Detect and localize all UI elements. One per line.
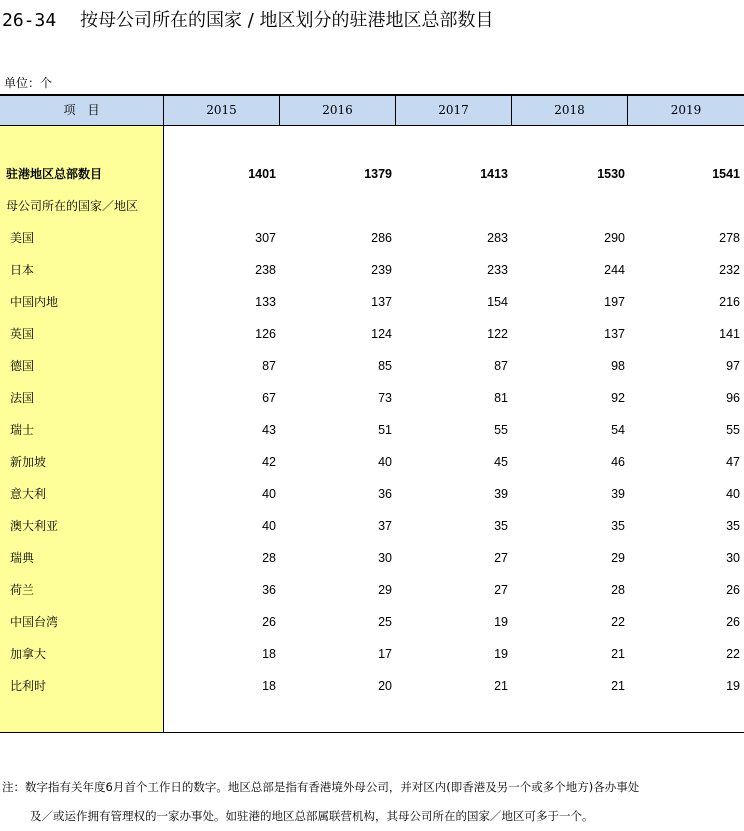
- row-value-2017: 35: [494, 519, 508, 533]
- row-value-2018: 54: [611, 423, 625, 437]
- row-label: 荷兰: [10, 583, 35, 597]
- row-value-2016: 239: [371, 263, 392, 277]
- table-row: [0, 228, 744, 248]
- row-value-2019: 26: [726, 615, 740, 629]
- row-value-2016: 25: [378, 615, 392, 629]
- row-value-2015: 133: [255, 295, 276, 309]
- row-label: 法国: [10, 391, 35, 405]
- row-value-2019: 22: [726, 647, 740, 661]
- footnote-line-2: 及／或运作拥有管理权的一家办事处。如驻港的地区总部属联营机构，其母公司所在的国家／地区可多于一个。: [30, 809, 594, 823]
- row-value-2016: 36: [378, 487, 392, 501]
- row-label: 澳大利亚: [10, 519, 59, 533]
- row-value-2017: 21: [494, 679, 508, 693]
- row-label: 新加坡: [10, 455, 47, 469]
- unit-label: 单位：个: [4, 76, 53, 90]
- row-value-2018: 290: [604, 231, 625, 245]
- year-header-2016: 2016: [279, 96, 395, 125]
- row-value-2017: 27: [494, 583, 508, 597]
- table-row: [0, 484, 744, 504]
- row-label: 日本: [10, 263, 35, 277]
- row-value-2016: 73: [378, 391, 392, 405]
- table-header: [0, 96, 744, 126]
- row-value-2018: 137: [604, 327, 625, 341]
- row-value-2019: 47: [726, 455, 740, 469]
- row-value-2016: 85: [378, 359, 392, 373]
- total-value-2017: 1413: [480, 167, 508, 181]
- total-value-2018: 1530: [597, 167, 625, 181]
- row-value-2015: 26: [262, 615, 276, 629]
- row-value-2017: 19: [494, 647, 508, 661]
- row-value-2015: 18: [262, 647, 276, 661]
- total-row-label: 驻港地区总部数目: [6, 167, 103, 181]
- row-value-2015: 40: [262, 519, 276, 533]
- total-value-2019: 1541: [712, 167, 740, 181]
- footnote-line-1: 注：数字指有关年度6月首个工作日的数字。地区总部是指有香港境外母公司，并对区内(即香港及另一个或多个地方)各办事处: [2, 780, 640, 794]
- row-value-2019: 232: [719, 263, 740, 277]
- row-value-2019: 141: [719, 327, 740, 341]
- bottom-rule: [0, 732, 744, 733]
- total-value-2015: 1401: [248, 167, 276, 181]
- row-value-2018: 22: [611, 615, 625, 629]
- row-value-2019: 35: [726, 519, 740, 533]
- row-value-2015: 87: [262, 359, 276, 373]
- row-value-2015: 238: [255, 263, 276, 277]
- table-row: [0, 388, 744, 408]
- table-title-text: 按母公司所在的国家 / 地区划分的驻港地区总部数目: [80, 10, 494, 31]
- row-value-2017: 39: [494, 487, 508, 501]
- row-value-2017: 87: [494, 359, 508, 373]
- row-value-2017: 233: [487, 263, 508, 277]
- row-value-2017: 55: [494, 423, 508, 437]
- row-value-2019: 55: [726, 423, 740, 437]
- footnote: [2, 773, 744, 831]
- row-label: 德国: [10, 359, 35, 373]
- year-header-2019: 2019: [627, 96, 744, 125]
- row-value-2017: 27: [494, 551, 508, 565]
- row-value-2015: 43: [262, 423, 276, 437]
- row-value-2015: 18: [262, 679, 276, 693]
- table-row: [0, 452, 744, 472]
- row-value-2017: 154: [487, 295, 508, 309]
- row-label: 美国: [10, 231, 35, 245]
- table-row: [0, 580, 744, 600]
- row-value-2018: 28: [611, 583, 625, 597]
- row-value-2017: 19: [494, 615, 508, 629]
- row-label: 瑞士: [10, 423, 35, 437]
- table-row: [0, 676, 744, 696]
- row-value-2016: 20: [378, 679, 392, 693]
- row-value-2015: 67: [262, 391, 276, 405]
- row-value-2015: 42: [262, 455, 276, 469]
- row-value-2015: 307: [255, 231, 276, 245]
- table-row: [0, 420, 744, 440]
- table-row: [0, 548, 744, 568]
- row-value-2015: 36: [262, 583, 276, 597]
- row-value-2018: 35: [611, 519, 625, 533]
- row-value-2019: 97: [726, 359, 740, 373]
- row-value-2015: 40: [262, 487, 276, 501]
- table-row: [0, 292, 744, 312]
- row-value-2018: 98: [611, 359, 625, 373]
- row-label: 英国: [10, 327, 35, 341]
- table-row: [0, 612, 744, 632]
- row-value-2019: 26: [726, 583, 740, 597]
- row-value-2019: 30: [726, 551, 740, 565]
- table-row: [0, 644, 744, 664]
- row-value-2016: 286: [371, 231, 392, 245]
- row-value-2019: 278: [719, 231, 740, 245]
- row-label: 中国台湾: [10, 615, 59, 629]
- row-value-2016: 37: [378, 519, 392, 533]
- row-value-2018: 92: [611, 391, 625, 405]
- row-value-2019: 96: [726, 391, 740, 405]
- row-value-2016: 51: [378, 423, 392, 437]
- row-label: 瑞典: [10, 551, 35, 565]
- row-value-2018: 46: [611, 455, 625, 469]
- row-value-2019: 216: [719, 295, 740, 309]
- row-value-2017: 81: [494, 391, 508, 405]
- row-value-2019: 19: [726, 679, 740, 693]
- row-value-2016: 17: [378, 647, 392, 661]
- year-header-2017: 2017: [395, 96, 511, 125]
- row-label: 比利时: [10, 679, 47, 693]
- table-row: [0, 324, 744, 344]
- row-label: 中国内地: [10, 295, 59, 309]
- row-value-2016: 30: [378, 551, 392, 565]
- row-value-2016: 124: [371, 327, 392, 341]
- row-value-2018: 244: [604, 263, 625, 277]
- table-row: [0, 260, 744, 280]
- row-value-2016: 137: [371, 295, 392, 309]
- table-row: [0, 516, 744, 536]
- row-value-2016: 29: [378, 583, 392, 597]
- table-number: 26-34: [2, 10, 57, 31]
- item-column-header: 项 目: [63, 103, 100, 117]
- year-header-2015: 2015: [163, 96, 279, 125]
- row-value-2018: 29: [611, 551, 625, 565]
- section-label: 母公司所在的国家／地区: [6, 199, 139, 213]
- row-value-2018: 39: [611, 487, 625, 501]
- row-value-2018: 21: [611, 647, 625, 661]
- total-row: [0, 164, 744, 184]
- year-header-2018: 2018: [511, 96, 627, 125]
- table-title: [2, 6, 494, 32]
- row-value-2018: 197: [604, 295, 625, 309]
- row-value-2017: 45: [494, 455, 508, 469]
- row-value-2019: 40: [726, 487, 740, 501]
- row-value-2018: 21: [611, 679, 625, 693]
- section-row: [0, 196, 744, 216]
- row-value-2017: 122: [487, 327, 508, 341]
- row-label: 加拿大: [10, 647, 47, 661]
- total-value-2016: 1379: [364, 167, 392, 181]
- row-value-2015: 28: [262, 551, 276, 565]
- table-row: [0, 356, 744, 376]
- row-value-2016: 40: [378, 455, 392, 469]
- row-label: 意大利: [10, 487, 47, 501]
- row-value-2015: 126: [255, 327, 276, 341]
- row-value-2017: 283: [487, 231, 508, 245]
